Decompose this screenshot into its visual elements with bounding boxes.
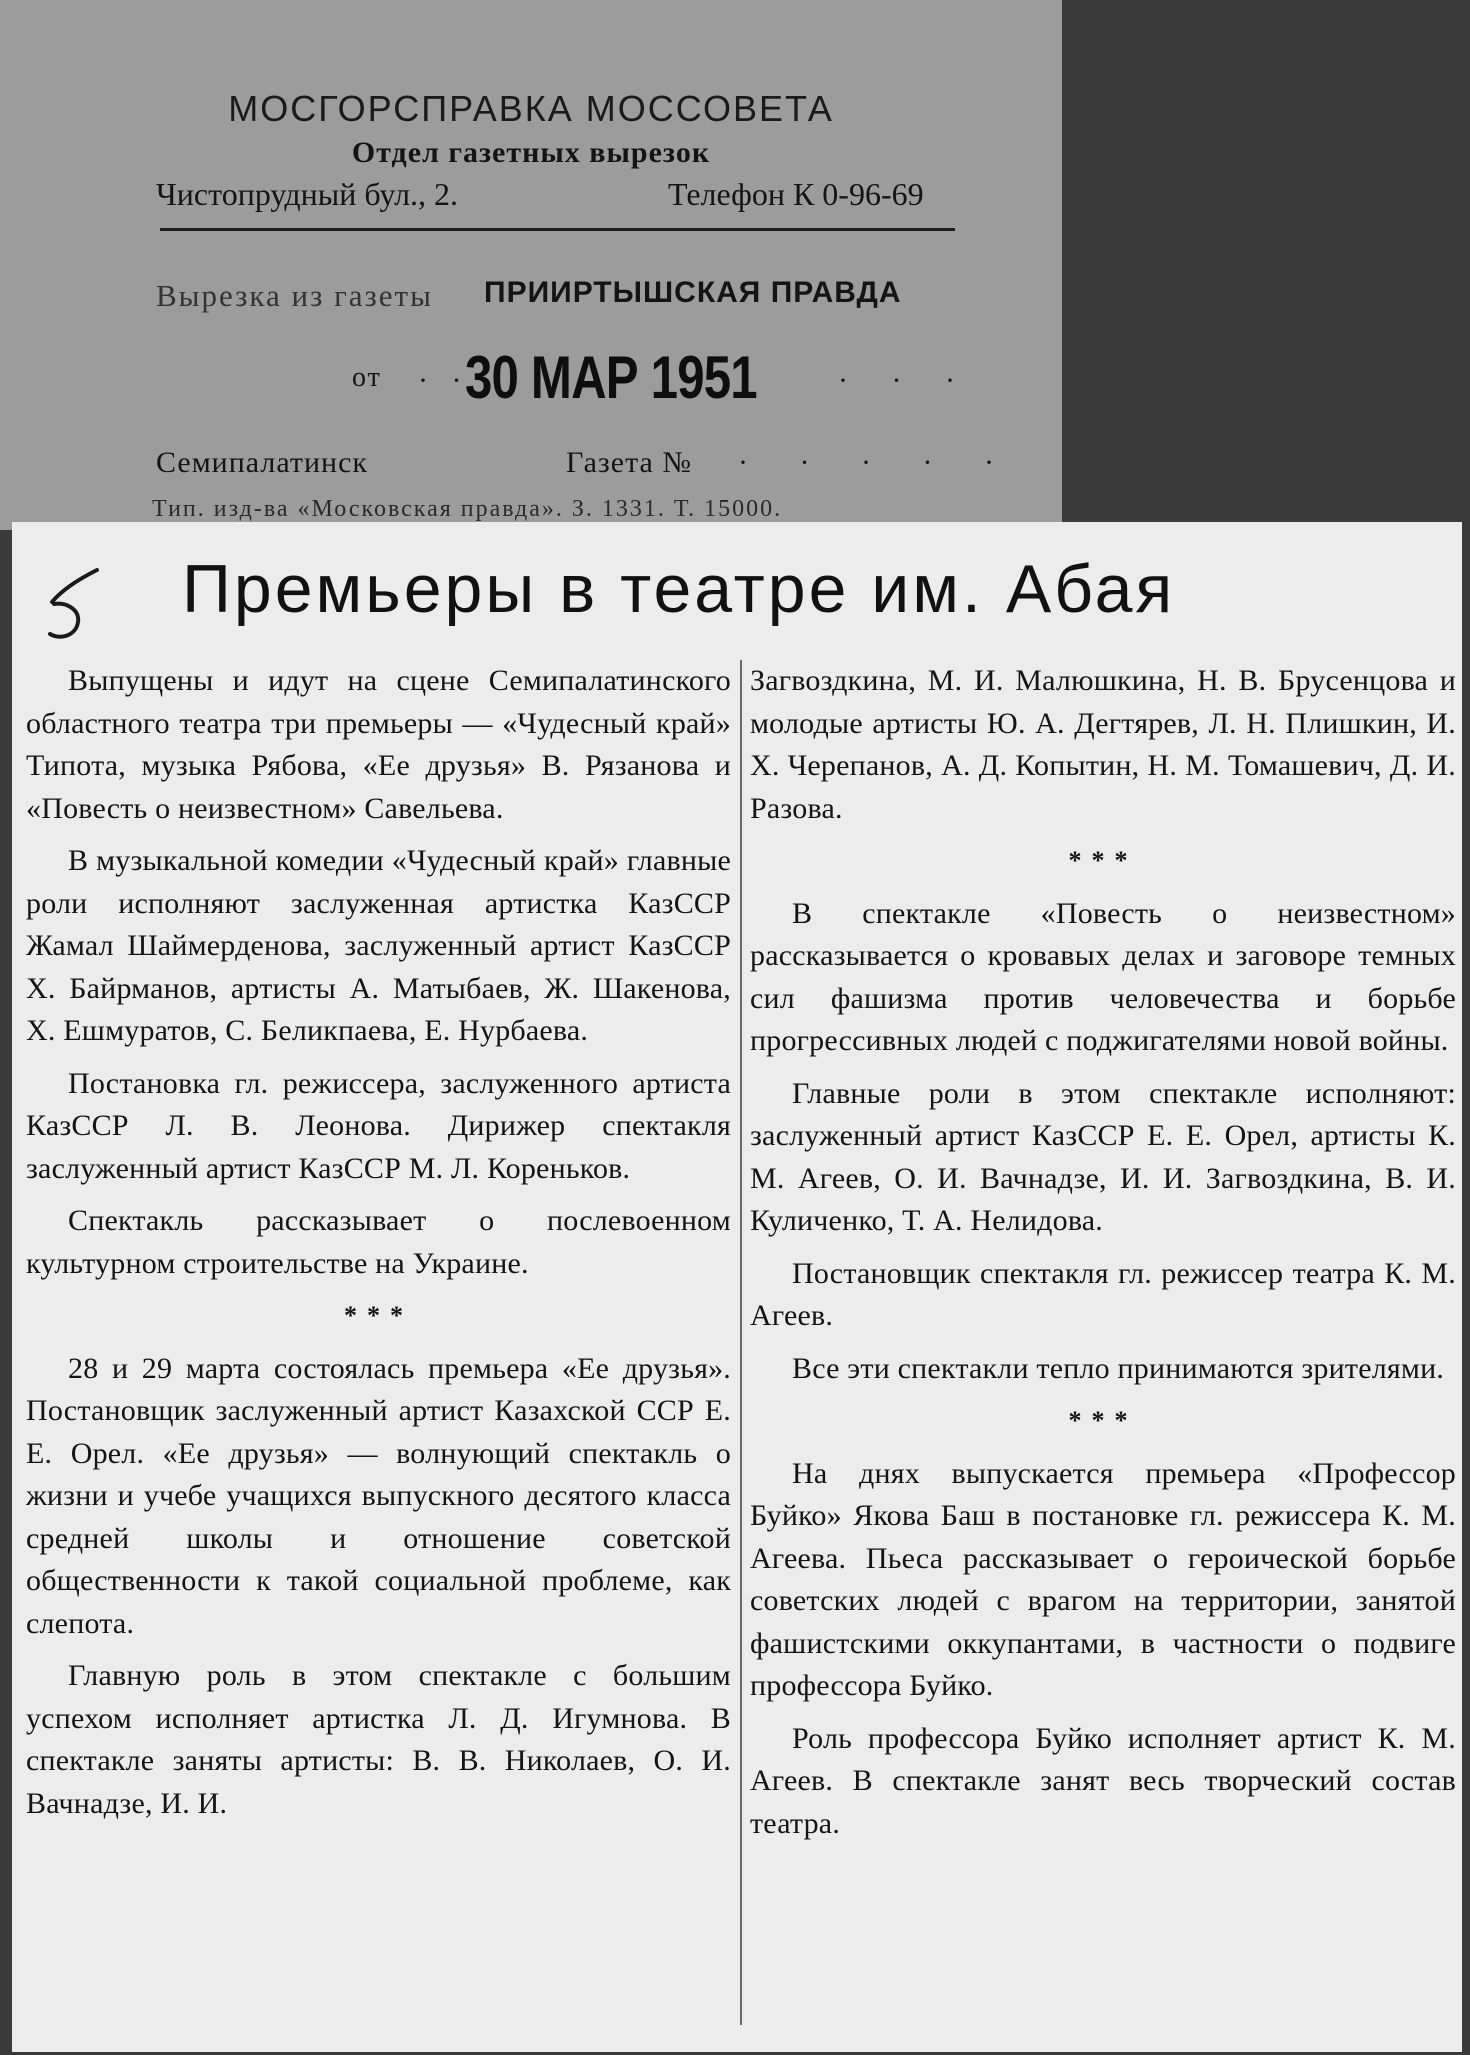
paragraph: Загвоздкина, М. И. Малюшкина, Н. В. Брусенцова и молодые артисты Ю. А. Дегтярев, Л. Н. Плишкин, И. Х. Черепанов, А. Д. Копытин, Н. М. Томашевич, Д. И. Разова. bbox=[750, 664, 1456, 825]
paragraph: В спектакле «Повесть о неизвестном» рассказывается о кровавых делах и заговоре темных сил фашизма против человечества и борьбе прогрессивных людей с поджигателями новой войны. bbox=[750, 896, 1456, 1057]
phone-number: Телефон К 0-96-69 bbox=[668, 176, 924, 212]
section-separator: *** bbox=[1068, 1406, 1138, 1435]
paragraph: Выпущены и идут на сцене Семипалатинского областного театра три премьеры — «Чудесный край» Типота, музыка Рябова, «Ее друзья» В. Рязанова и «Повесть о неизвестном» Савельева. bbox=[26, 664, 731, 825]
newspaper-name: ПРИИРТЫШСКАЯ ПРАВДА bbox=[484, 276, 902, 309]
department-name: Отдел газетных вырезок bbox=[351, 136, 711, 169]
date-from-label: от bbox=[352, 362, 382, 393]
date-trailing-dots: · · · bbox=[838, 364, 973, 397]
date-stamp: 30 МАР 1951 bbox=[465, 344, 757, 411]
clipping-service-slip bbox=[0, 0, 1062, 530]
paragraph: Все эти спектакли тепло принимаются зрителями. bbox=[792, 1351, 1445, 1385]
city-name: Семипалатинск bbox=[156, 446, 368, 479]
paragraph: Главные роли в этом спектакле исполняют: заслуженный артист КазССР Е. Е. Орел, артисты К. М. Агеев, О. И. Вачнадзе, И. И. Загвоздкина, В. И. Куличенко, Т. А. Нелидова. bbox=[750, 1076, 1456, 1237]
print-info: Тип. изд-ва «Московская правда». З. 1331. Т. 15000. bbox=[152, 496, 783, 522]
article-column-left bbox=[26, 660, 731, 1835]
article-headline: Премьеры в театре им. Абая bbox=[182, 551, 1176, 627]
column-divider bbox=[740, 660, 742, 2025]
issue-dots: · · · · · bbox=[738, 446, 1016, 479]
date-leader-dots: · · bbox=[418, 364, 470, 397]
newspaper-article bbox=[12, 522, 1462, 2052]
issue-label: Газета № bbox=[566, 446, 692, 479]
section-separator: *** bbox=[344, 1301, 413, 1330]
section-separator: *** bbox=[1068, 846, 1138, 875]
cut-label: Вырезка из газеты bbox=[156, 278, 433, 313]
pencil-mark-icon bbox=[42, 562, 112, 652]
paragraph: Спектакль рассказывает о послевоенном культурном строительстве на Украине. bbox=[26, 1204, 731, 1280]
paragraph: Главную роль в этом спектакле с большим успехом исполняет артистка Л. Д. Игумнова. В спектакле заняты артисты: В. В. Николаев, О. И. Вачнадзе, И. И. bbox=[26, 1659, 731, 1820]
paragraph: На днях выпускается премьера «Профессор Буйко» Якова Баш в постановке гл. режиссера К. М. Агеева. Пьеса рассказывает о героической борьбе советских людей с врагом на территории, занятой фашистскими оккупантами, в частности о подвиге профессора Буйко. bbox=[750, 1456, 1456, 1702]
header-divider bbox=[160, 228, 955, 231]
paragraph: Постановщик спектакля гл. режиссер театра К. М. Агеев. bbox=[750, 1256, 1456, 1332]
paragraph: Роль профессора Буйко исполняет артист К. М. Агеев. В спектакле занят весь творческий состав театра. bbox=[750, 1721, 1456, 1840]
paragraph: Постановка гл. режиссера, заслуженного артиста КазССР Л. В. Леонова. Дирижер спектакля заслуженный артист КазССР М. Л. Кореньков. bbox=[26, 1066, 731, 1185]
paragraph: 28 и 29 марта состоялась премьера «Ее друзья». Постановщик заслуженный артист Казахской ССР Е. Е. Орел. «Ее друзья» — волнующий спектакль о жизни и учебе учащихся выпускного десятого класса средней школы и отношение советской общественности к такой социальной проблеме, как слепота. bbox=[26, 1351, 731, 1640]
agency-name: МОСГОРСПРАВКА МОССОВЕТА bbox=[228, 88, 834, 129]
article-column-right bbox=[750, 660, 1456, 1855]
address: Чистопрудный бул., 2. bbox=[156, 176, 459, 212]
paragraph: В музыкальной комедии «Чудесный край» главные роли исполняют заслуженная артистка КазССР Жамал Шаймерденова, заслуженный артист КазССР Х. Байрманов, артисты А. Матыбаев, Ж. Шакенова, Х. Ешмуратов, С. Беликпаева, Е. Нурбаева. bbox=[26, 844, 731, 1047]
